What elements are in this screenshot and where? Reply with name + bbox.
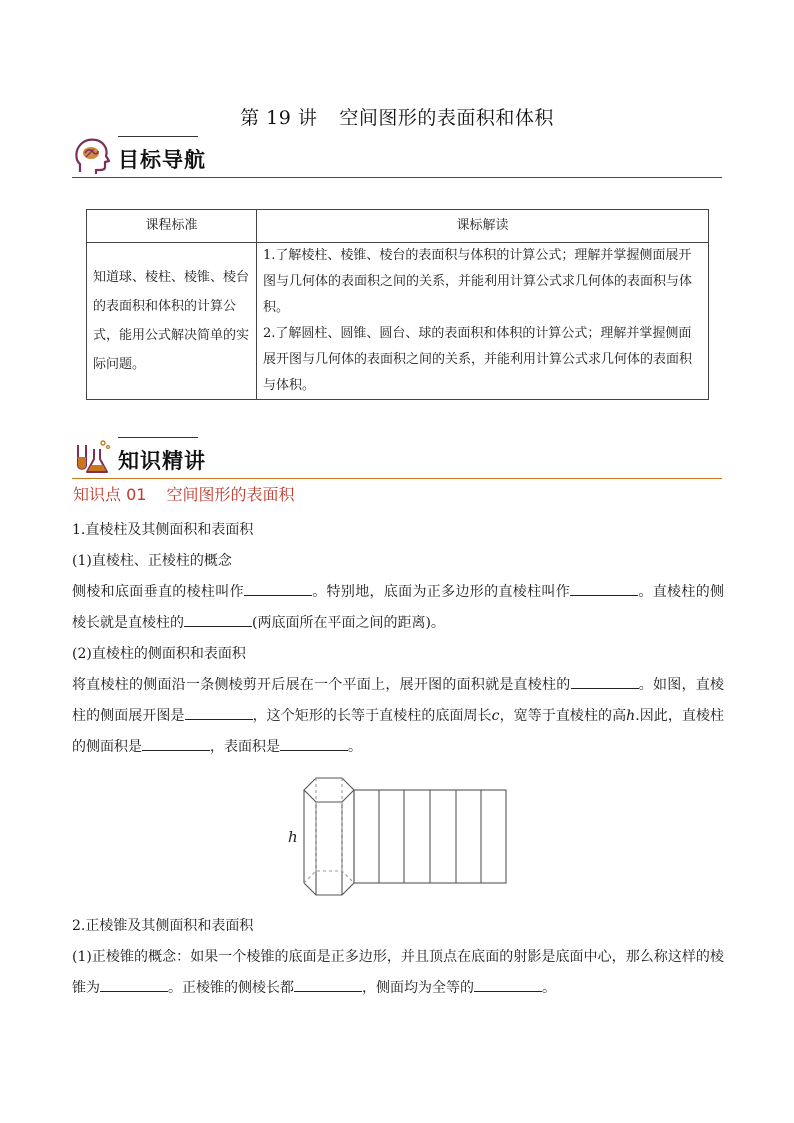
fill-blank[interactable] [100,977,168,992]
text-run: 。特别地，底面为正多边形的直棱柱叫作 [311,584,571,600]
paragraph-prism-concept [72,577,724,639]
fill-blank[interactable] [244,581,312,596]
table-cell-standard: 知道球、棱柱、棱锥、棱台的表面积和体积的计算公式，能用公式解决简单的实际问题。 [87,243,257,400]
lab-flask-icon [72,437,112,477]
fill-blank[interactable] [571,674,639,689]
table-cell-interpretation [257,243,709,400]
text-run: 将直棱柱的侧面沿一条侧棱剪开后展在一个平面上，展开图的面积就是直棱柱的 [72,677,571,693]
fill-blank[interactable] [184,612,252,627]
variable-c: c [491,708,500,724]
fill-blank[interactable] [185,705,253,720]
text-run: .因此，直棱柱的侧面积是 [72,708,725,755]
text-run: 。正棱锥的侧棱长都 [168,980,294,996]
table-header-standard: 课程标准 [87,210,257,243]
text-run: 。直棱柱的侧棱长就是直棱柱的 [72,584,725,631]
knowledge-point-name: 空间图形的表面积 [166,485,295,504]
section-title-goals: 目标导航 [118,148,206,172]
text-run: 。如图，直棱柱的侧面展开图是 [72,677,725,724]
text-run: ，宽等于直棱柱的高 [499,708,627,724]
table-row [87,243,709,400]
prism-unfolding-figure [286,770,508,902]
text-run: 。 [542,980,556,996]
text-run: 。 [348,739,362,755]
fill-blank[interactable] [142,736,210,751]
lecture-number: 第 19 讲 [240,107,318,129]
text-run: (两底面所在平面之间的距离)。 [252,615,445,631]
text-run: 侧棱和底面垂直的棱柱叫作 [72,584,244,600]
knowledge-point-title [73,482,294,505]
section-divider [72,177,722,178]
fill-blank[interactable] [474,977,542,992]
text-run: ，这个矩形的长等于直棱柱的底面周长 [252,708,492,724]
interpretation-item-1: 1.了解棱柱、棱锥、棱台的表面积与体积的计算公式；理解并掌握侧面展开图与几何体的表面积之间的关系，并能利用计算公式求几何体的表面积与体积。 [263,248,693,315]
heading-prism: 1.直棱柱及其侧面积和表面积 [72,522,254,538]
fill-blank[interactable] [294,977,362,992]
brain-head-icon [72,136,112,176]
knowledge-point-number: 知识点 01 [73,485,147,504]
section-title-knowledge: 知识精讲 [118,449,206,473]
interpretation-item-2: 2.了解圆柱、圆锥、圆台、球的表面积和体积的计算公式；理解并掌握侧面展开图与几何体的表面积之间的关系，并能利用计算公式求几何体的表面积与体积。 [263,326,693,393]
text-run: ，表面积是 [210,739,280,755]
paragraph-prism-area [72,670,724,763]
subheading-prism-area: (2)直棱柱的侧面积和表面积 [72,646,246,662]
text-run: ，侧面均为全等的 [362,980,474,996]
section-header-goals [72,136,722,176]
fill-blank[interactable] [280,736,348,751]
page-title [0,103,794,130]
curriculum-table [86,209,709,400]
header-overline [118,437,198,438]
table-header-row [87,210,709,243]
section-header-knowledge [72,437,722,477]
section-divider [72,478,722,479]
variable-h: h [626,708,636,724]
subheading-prism-concept: (1)直棱柱、正棱柱的概念 [72,553,232,569]
text-run: (1)正棱锥的概念：如果一个棱锥的底面是正多边形，并且顶点在底面的射影是底面中心，那么称这样的棱锥为 [72,949,724,996]
paragraph-pyramid-concept [72,942,724,1004]
height-label: h [288,828,298,846]
header-overline [118,136,198,137]
table-header-interpretation: 课标解读 [257,210,709,243]
heading-pyramid: 2.正棱锥及其侧面积和表面积 [72,918,254,934]
lecture-topic: 空间图形的表面积和体积 [339,107,554,129]
fill-blank[interactable] [570,581,638,596]
